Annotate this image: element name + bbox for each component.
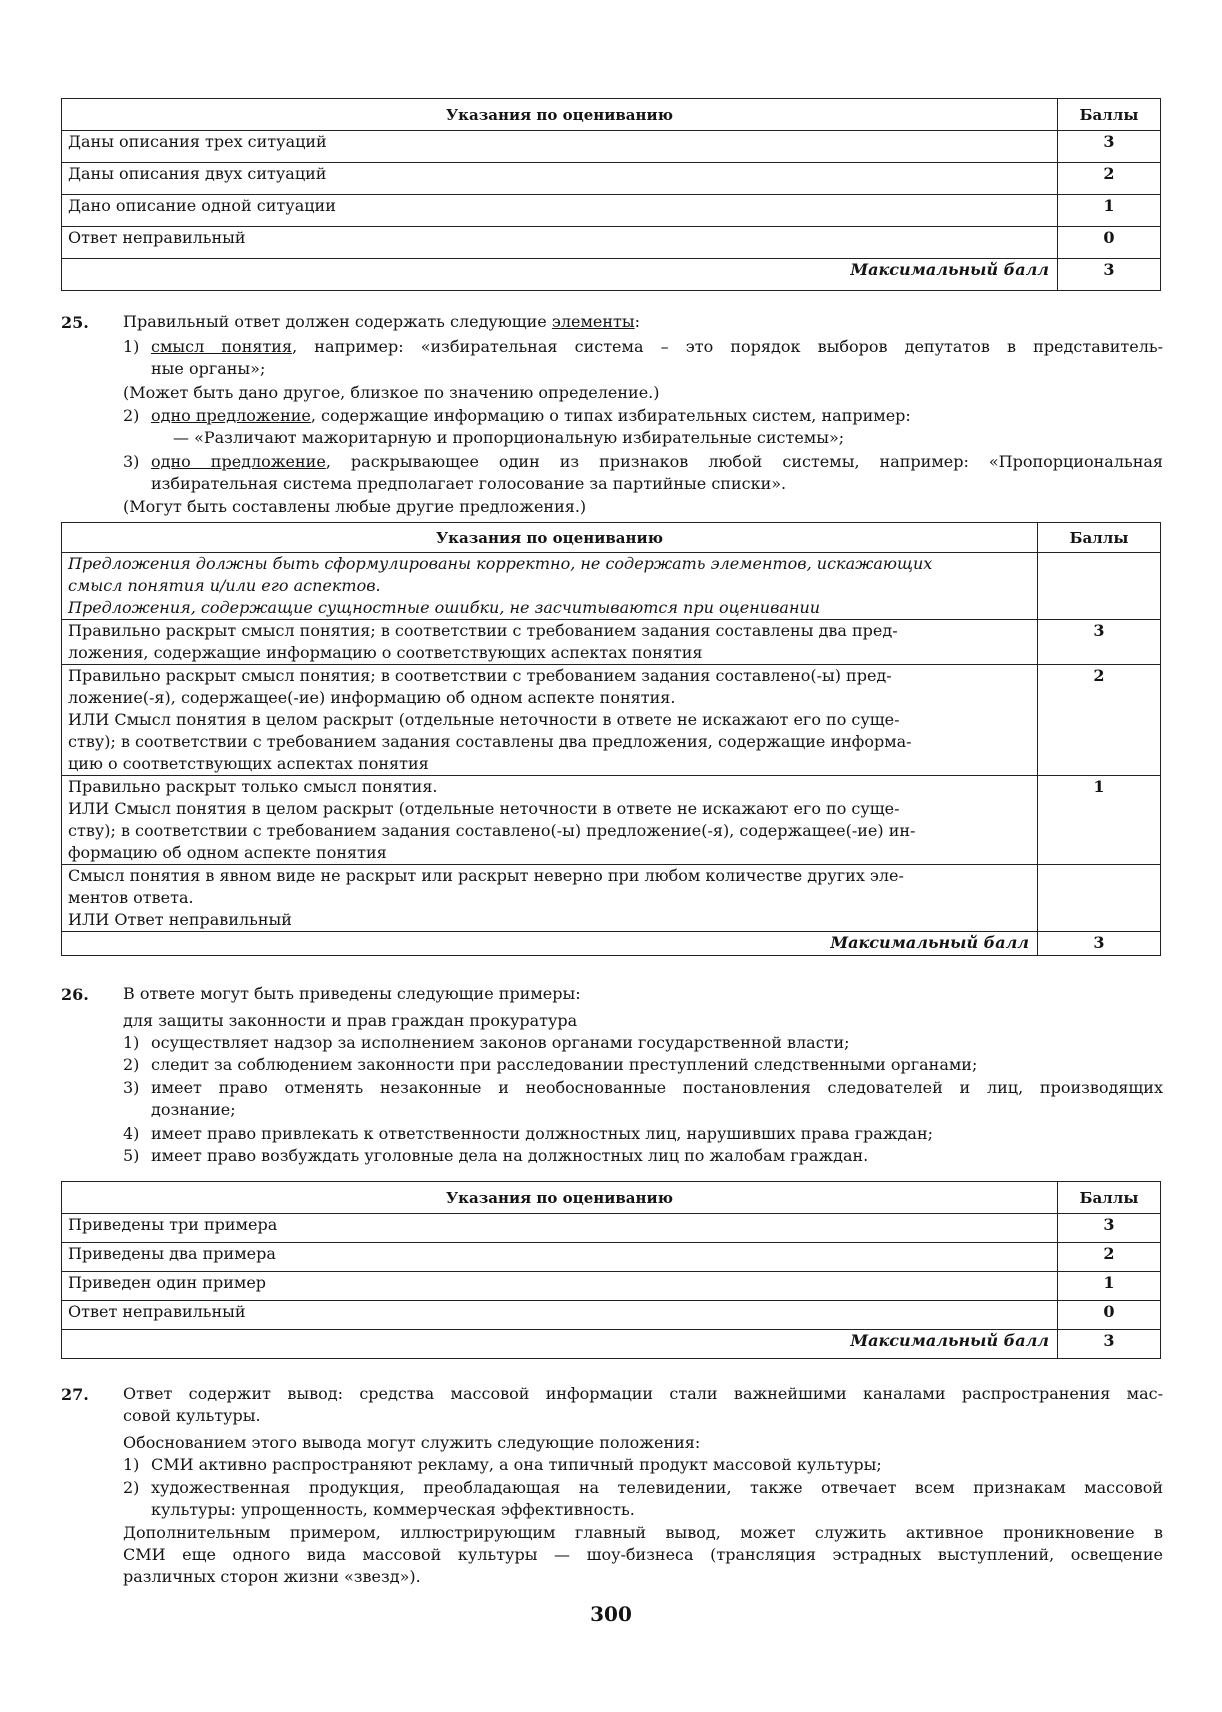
item-number: 1) xyxy=(123,1033,140,1052)
table-row xyxy=(62,665,1161,776)
answer-item: следит за соблюдением законности при расследовании преступлений следственными органами; xyxy=(151,1055,978,1074)
item-number: 2) xyxy=(123,406,140,425)
header-points: Баллы xyxy=(1058,99,1161,131)
item-number: 3) xyxy=(123,1078,140,1097)
criteria-cell: Правильно раскрыт смысл понятия; в соответствии с требованием задания составлены два пред- ложения, содержащие информацию о соответствующих аспектах понятия xyxy=(62,620,1038,665)
points-cell: 3 xyxy=(1058,131,1161,163)
answer-block-27 xyxy=(123,1383,1163,1586)
points-cell: 2 xyxy=(1058,163,1161,195)
answer-item: одно предложение, раскрывающее один из признаков любой системы, например: «Пропорциональная xyxy=(151,452,1164,471)
question-number: 26. xyxy=(61,985,89,1004)
max-score-value: 3 xyxy=(1038,932,1161,956)
scoring-table-26 xyxy=(61,1181,1161,1359)
points-cell: 2 xyxy=(1058,1243,1161,1272)
max-score-label: Максимальный балл xyxy=(62,1330,1058,1359)
answer-item-cont: избирательная система предполагает голосование за партийные списки». xyxy=(151,474,787,493)
answer-item: смысл понятия, например: «избирательная система – это порядок выборов депутатов в представитель- xyxy=(151,337,1164,356)
table-row xyxy=(62,776,1161,865)
answer-text: Ответ содержит вывод: средства массовой информации стали важнейшими каналами распространения мас- xyxy=(123,1384,1163,1403)
note: (Могут быть составлены любые другие предложения.) xyxy=(123,497,587,516)
item-number: 2) xyxy=(123,1478,140,1497)
points-cell: 1 xyxy=(1058,195,1161,227)
table-row xyxy=(62,1243,1161,1272)
points-cell: 1 xyxy=(1038,776,1161,865)
table-row xyxy=(62,932,1161,956)
max-score-value: 3 xyxy=(1058,259,1161,291)
answer-item-cont: — «Различают мажоритарную и пропорциональную избирательные системы»; xyxy=(173,428,845,447)
points-cell: 3 xyxy=(1058,1214,1161,1243)
header-criteria: Указания по оцениванию xyxy=(62,1182,1058,1214)
criteria-cell: Приведены три примера xyxy=(62,1214,1058,1243)
table-row xyxy=(62,131,1161,163)
points-cell: 2 xyxy=(1038,665,1161,776)
criteria-cell: Приведены два примера xyxy=(62,1243,1058,1272)
answer-item-cont: дознание; xyxy=(151,1100,236,1119)
answer-item: одно предложение, содержащие информацию о типах избирательных систем, например: xyxy=(151,406,911,425)
item-number: 1) xyxy=(123,337,140,356)
item-number: 2) xyxy=(123,1055,140,1074)
question-number: 27. xyxy=(61,1385,89,1404)
answer-text: Дополнительным примером, иллюстрирующим главный вывод, может служить активное проникновение в xyxy=(123,1523,1163,1542)
criteria-cell: Ответ неправильный xyxy=(62,1301,1058,1330)
points-cell: 3 xyxy=(1038,620,1161,665)
max-score-label: Максимальный балл xyxy=(62,932,1038,956)
answer-item-cont: ные органы»; xyxy=(151,359,266,378)
item-number: 1) xyxy=(123,1455,140,1474)
points-cell: 0 xyxy=(1058,1301,1161,1330)
table-row xyxy=(62,865,1161,932)
table-row xyxy=(62,1272,1161,1301)
criteria-cell: Ответ неправильный xyxy=(62,227,1058,259)
header-criteria: Указания по оцениванию xyxy=(62,523,1038,553)
scoring-table-24 xyxy=(61,98,1161,291)
answer-item: СМИ активно распространяют рекламу, а она типичный продукт массовой культуры; xyxy=(151,1455,882,1474)
answer-text: совой культуры. xyxy=(123,1406,261,1425)
intro-line: В ответе могут быть приведены следующие примеры: xyxy=(123,984,581,1003)
answer-item: художественная продукция, преобладающая на телевидении, также отвечает всем признакам массовой xyxy=(151,1478,1163,1497)
item-number: 5) xyxy=(123,1146,140,1165)
answer-item-cont: культуры: упрощенность, коммерческая эффективность. xyxy=(151,1500,635,1519)
answer-text: Обоснованием этого вывода могут служить следующие положения: xyxy=(123,1433,701,1452)
table-row xyxy=(62,1214,1161,1243)
answer-block-25 xyxy=(123,311,1163,521)
page-number: 300 xyxy=(590,1602,632,1626)
table-row xyxy=(62,553,1161,620)
answer-text: различных сторон жизни «звезд»). xyxy=(123,1567,421,1586)
criteria-cell: Приведен один пример xyxy=(62,1272,1058,1301)
answer-item: имеет право привлекать к ответственности должностных лиц, нарушивших права граждан; xyxy=(151,1124,933,1143)
item-number: 3) xyxy=(123,452,140,471)
criteria-note: Предложения должны быть сформулированы корректно, не содержать элементов, искажающих смысл понятия и/или его аспектов. Предложения, содержащие сущностные ошибки, не засчитываются при оценивании xyxy=(62,553,1038,620)
intro-line: Правильный ответ должен содержать следующие элементы: xyxy=(123,312,641,331)
item-number: 4) xyxy=(123,1124,140,1143)
header-criteria: Указания по оцениванию xyxy=(62,99,1058,131)
answer-item: имеет право возбуждать уголовные дела на должностных лиц по жалобам граждан. xyxy=(151,1146,869,1165)
answer-item: осуществляет надзор за исполнением законов органами государственной власти; xyxy=(151,1033,850,1052)
header-points: Баллы xyxy=(1058,1182,1161,1214)
answer-item: имеет право отменять незаконные и необоснованные постановления следователей и лиц, производящих xyxy=(151,1078,1163,1097)
max-score-label: Максимальный балл xyxy=(62,259,1058,291)
note: (Может быть дано другое, близкое по значению определение.) xyxy=(123,383,660,402)
criteria-cell: Даны описания трех ситуаций xyxy=(62,131,1058,163)
question-number: 25. xyxy=(61,313,89,332)
points-cell: 1 xyxy=(1058,1272,1161,1301)
table-row xyxy=(62,1301,1161,1330)
header-points: Баллы xyxy=(1038,523,1161,553)
table-row xyxy=(62,195,1161,227)
lead-line: для защиты законности и прав граждан прокуратура xyxy=(123,1011,578,1030)
criteria-cell: Смысл понятия в явном виде не раскрыт или раскрыт неверно при любом количестве других эле- ментов ответа. ИЛИ Ответ неправильный xyxy=(62,865,1038,932)
points-cell: 0 xyxy=(1058,227,1161,259)
answer-block-26 xyxy=(123,983,1163,1163)
table-row xyxy=(62,227,1161,259)
answer-text: СМИ еще одного вида массовой культуры — шоу-бизнеса (трансляция эстрадных выступлений, освещение xyxy=(123,1545,1163,1564)
table-row xyxy=(62,259,1161,291)
criteria-cell: Правильно раскрыт только смысл понятия. ИЛИ Смысл понятия в целом раскрыт (отдельные неточности в ответе не искажают его по суще- ству); в соответствии с требованием задания составлено(-ы) предложение(-я), содержащее(-ие) ин- формацию об одном аспекте понятия xyxy=(62,776,1038,865)
max-score-value: 3 xyxy=(1058,1330,1161,1359)
table-row xyxy=(62,1330,1161,1359)
table-row xyxy=(62,620,1161,665)
criteria-cell: Правильно раскрыт смысл понятия; в соответствии с требованием задания составлено(-ы) пред- ложение(-я), содержащее(-ие) информацию об одном аспекте понятия. ИЛИ Смысл понятия в целом раскрыт (отдельные неточности в ответе не искажают его по суще- ству); в соответствии с требованием задания составлены два предложения, содержащие информа- цию о соответствующих аспектах понятия xyxy=(62,665,1038,776)
table-row xyxy=(62,163,1161,195)
scoring-table-25 xyxy=(61,522,1161,956)
criteria-cell: Даны описания двух ситуаций xyxy=(62,163,1058,195)
criteria-cell: Дано описание одной ситуации xyxy=(62,195,1058,227)
